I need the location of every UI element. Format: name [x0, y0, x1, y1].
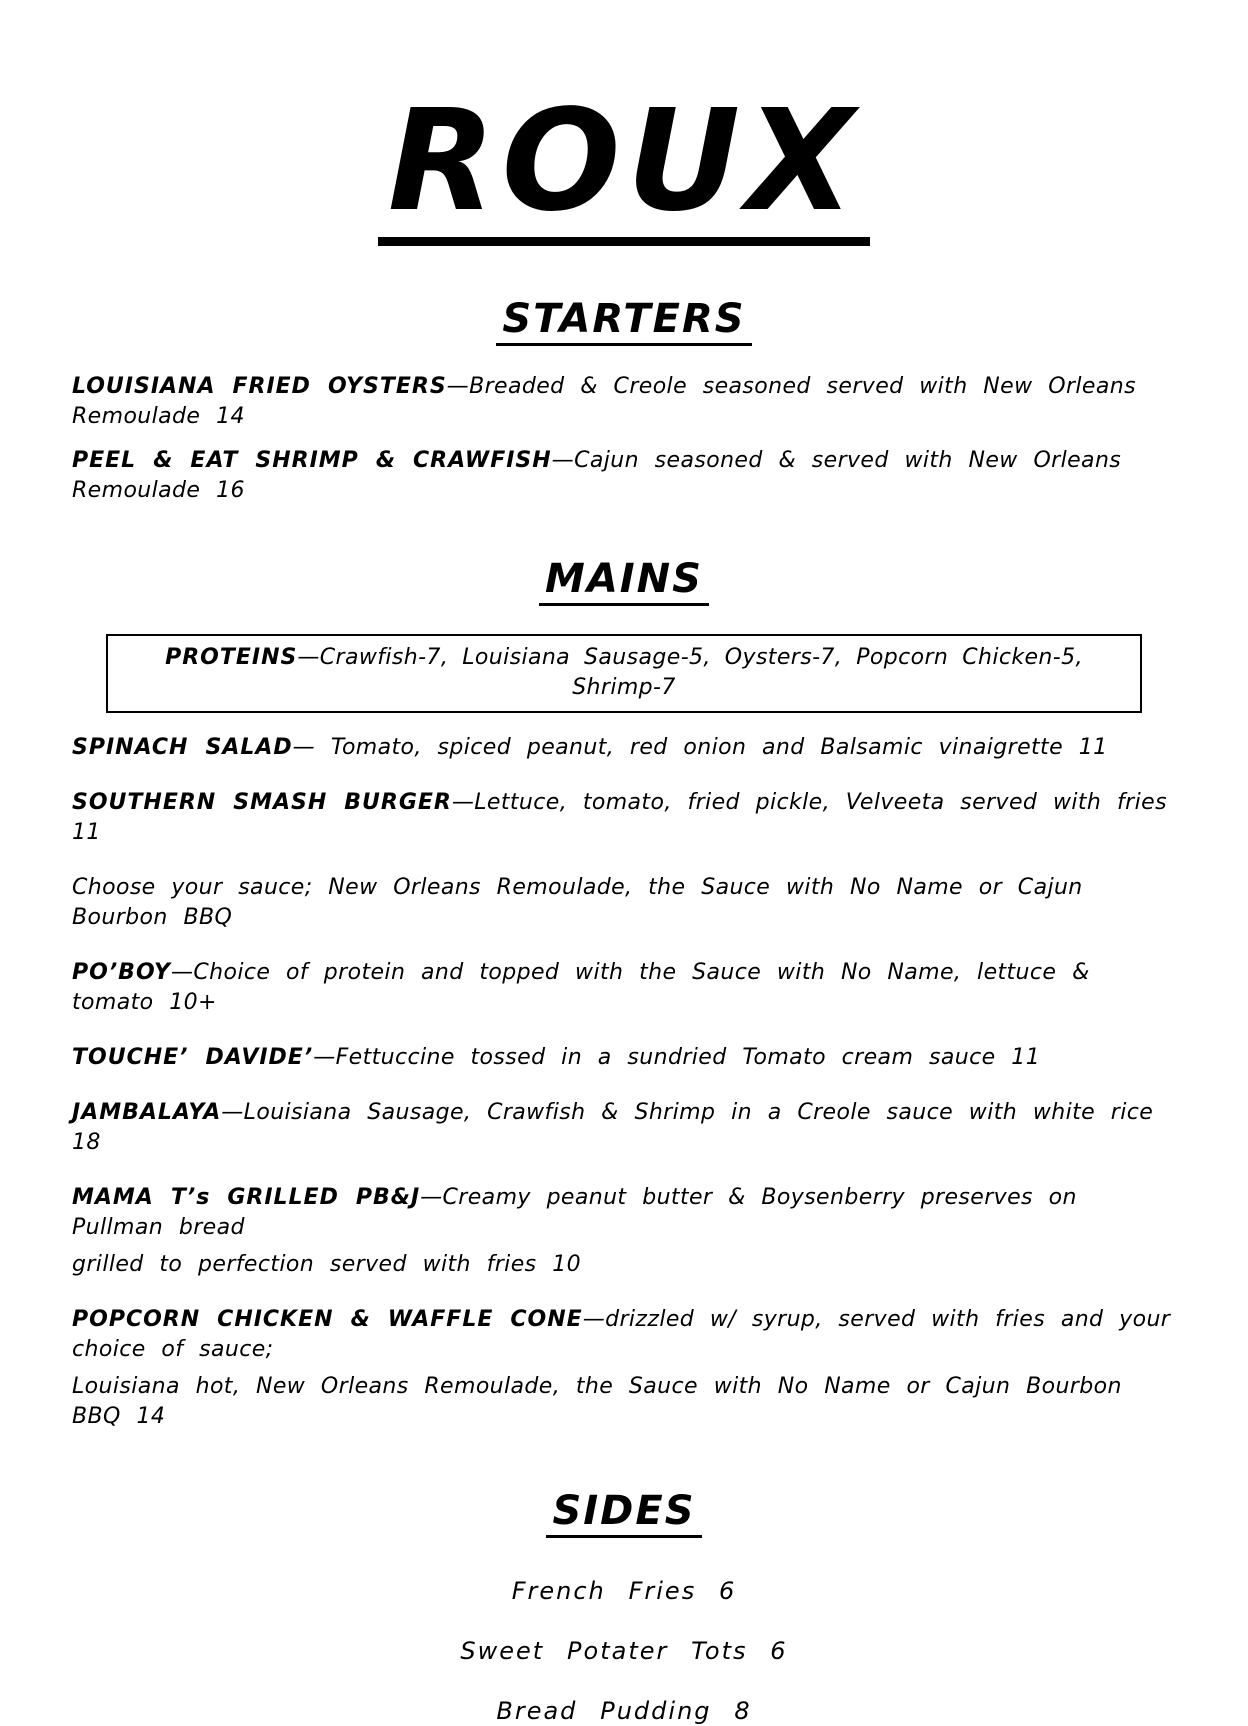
menu-item-jambalaya [72, 1098, 1176, 1158]
menu-item-popcorn-chicken-waffle-cone [72, 1305, 1176, 1432]
item-name: SPINACH SALAD [72, 735, 293, 761]
restaurant-title: ROUX [378, 86, 870, 246]
side-item-french-fries: French Fries 6 [511, 1577, 737, 1606]
item-line [72, 1305, 1176, 1365]
mains-heading: MAINS [539, 556, 709, 606]
item-line [72, 788, 1176, 848]
mains-heading-wrap [72, 556, 1176, 606]
item-description: —Cajun seasoned & served with New Orleans Remoulade 16 [72, 448, 1122, 504]
starters-heading-wrap [72, 296, 1176, 346]
menu-item-poboy [72, 958, 1176, 1018]
item-sauce-note: Choose your sauce; New Orleans Remoulade, the Sauce with No Name or Cajun Bourbon BBQ [72, 875, 1083, 931]
sides-heading: SIDES [546, 1488, 701, 1538]
item-description: —Creamy peanut butter & Boysenberry preserves on Pullman bread [72, 1185, 1077, 1241]
menu-item-touche-davide [72, 1043, 1176, 1073]
item-description: —Breaded & Creole seasoned served with New Orleans Remoulade 14 [72, 374, 1136, 430]
item-description: —Louisiana Sausage, Crawfish & Shrimp in a Creole sauce with white rice 18 [72, 1100, 1154, 1156]
starters-heading: STARTERS [496, 296, 751, 346]
item-name: MAMA T’s GRILLED PB&J [72, 1185, 421, 1211]
menu-item-mama-ts-grilled-pbj [72, 1183, 1176, 1280]
item-name: PO’BOY [72, 960, 171, 986]
proteins-box [106, 634, 1142, 713]
menu-item-southern-smash-burger [72, 788, 1176, 933]
menu-item-spinach-salad [72, 733, 1176, 763]
item-line [72, 1183, 1176, 1243]
item-description: —drizzled w/ syrup, served with fries and your choice of sauce; [72, 1307, 1171, 1363]
item-name: SOUTHERN SMASH BURGER [72, 790, 452, 816]
item-description-continued: Louisiana hot, New Orleans Remoulade, the Sauce with No Name or Cajun Bourbon BBQ 14 [72, 1374, 1122, 1430]
proteins-description: —Crawfish-7, Louisiana Sausage-5, Oysters-7, Popcorn Chicken-5, Shrimp-7 [297, 645, 1083, 701]
item-name: JAMBALAYA [72, 1100, 222, 1126]
item-name: POPCORN CHICKEN & WAFFLE CONE [72, 1307, 583, 1333]
item-description: — Tomato, spiced peanut, red onion and Balsamic vinaigrette 11 [292, 735, 1108, 761]
item-name: LOUISIANA FRIED OYSTERS [72, 374, 447, 400]
menu-item-louisiana-fried-oysters [72, 372, 1176, 432]
menu-item-peel-eat-shrimp-crawfish [72, 446, 1176, 506]
section-sides [72, 1488, 1176, 1726]
sides-heading-wrap [72, 1488, 1176, 1538]
item-name: PEEL & EAT SHRIMP & CRAWFISH [72, 448, 552, 474]
item-description: —Choice of protein and topped with the Sauce with No Name, lettuce & tomato 10+ [72, 960, 1090, 1016]
proteins-label: PROTEINS [165, 645, 298, 671]
item-description-continued: grilled to perfection served with fries 10 [72, 1252, 582, 1278]
restaurant-title-wrap [72, 80, 1176, 246]
side-item-bread-pudding: Bread Pudding 8 [496, 1697, 752, 1726]
item-name: TOUCHE’ DAVIDE’ [72, 1045, 314, 1071]
side-item-sweet-potater-tots: Sweet Potater Tots 6 [460, 1637, 788, 1666]
item-description: —Lettuce, tomato, fried pickle, Velveeta served with fries 11 [72, 790, 1167, 846]
section-mains [72, 556, 1176, 1432]
item-description: —Fettuccine tossed in a sundried Tomato cream sauce 11 [313, 1045, 1041, 1071]
section-starters [72, 296, 1176, 506]
